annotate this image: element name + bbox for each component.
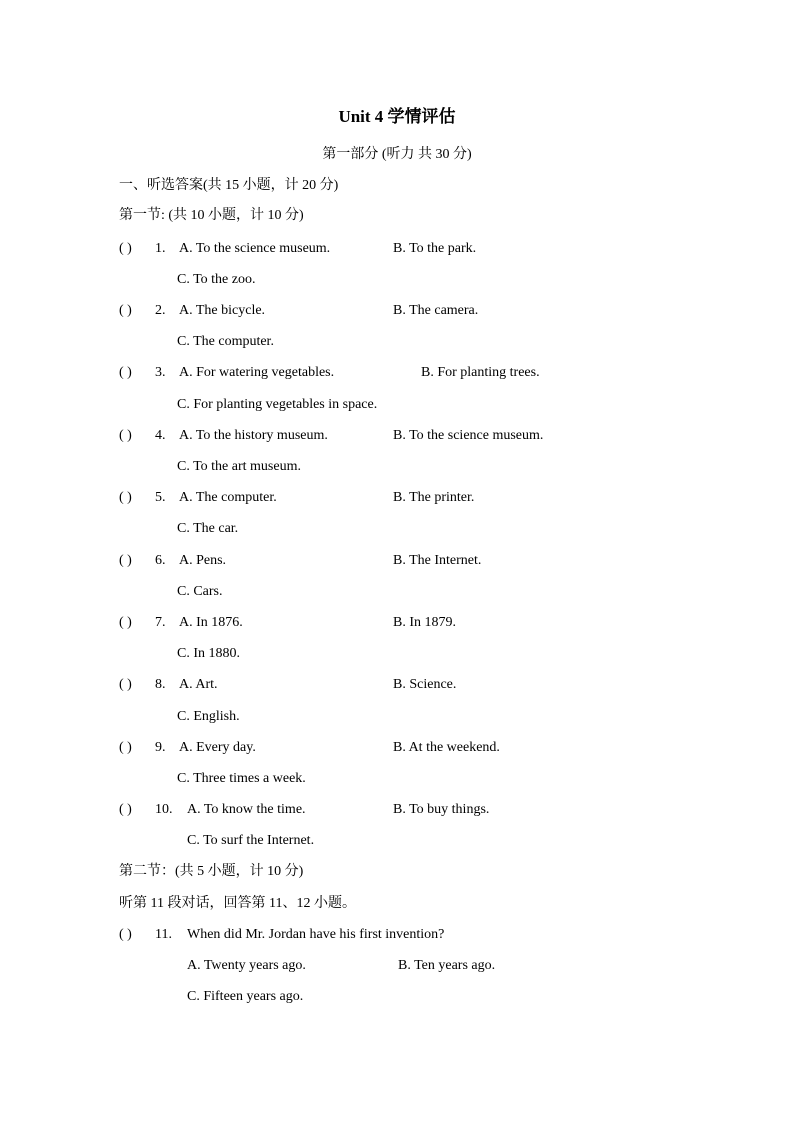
answer-blank[interactable]: ( ) bbox=[119, 553, 132, 568]
answer-blank[interactable]: ( ) bbox=[119, 303, 132, 318]
option-c: C. The computer. bbox=[177, 334, 274, 349]
option-a: A. To know the time. bbox=[187, 802, 306, 817]
question-11 bbox=[0, 926, 794, 1016]
option-a: A. For watering vegetables. bbox=[179, 365, 335, 380]
answer-blank[interactable]: ( ) bbox=[119, 428, 132, 443]
question-1 bbox=[0, 240, 794, 302]
question-number: 8. bbox=[155, 677, 166, 692]
option-b: B. For planting trees. bbox=[421, 365, 540, 380]
answer-blank[interactable]: ( ) bbox=[119, 365, 132, 380]
answer-blank[interactable]: ( ) bbox=[119, 677, 132, 692]
question-number: 2. bbox=[155, 303, 166, 318]
answer-blank[interactable]: ( ) bbox=[119, 927, 132, 942]
option-a: A. To the history museum. bbox=[179, 428, 328, 443]
question-8 bbox=[0, 676, 794, 738]
option-a: A. To the science museum. bbox=[179, 241, 331, 256]
question-9 bbox=[0, 739, 794, 801]
section1-heading: 第一节: (共 10 小题，计 10 分) bbox=[119, 208, 304, 223]
option-a: A. Every day. bbox=[179, 740, 256, 755]
option-a: A. Art. bbox=[179, 677, 218, 692]
option-b: B. The camera. bbox=[393, 303, 479, 318]
option-a: A. The bicycle. bbox=[179, 303, 266, 318]
option-b: B. The printer. bbox=[393, 490, 475, 505]
option-c: C. To the art museum. bbox=[177, 459, 301, 474]
answer-blank[interactable]: ( ) bbox=[119, 490, 132, 505]
option-c: C. Fifteen years ago. bbox=[187, 989, 304, 1004]
option-b: B. At the weekend. bbox=[393, 740, 500, 755]
question-number: 6. bbox=[155, 553, 166, 568]
answer-blank[interactable]: ( ) bbox=[119, 241, 132, 256]
option-b: B. To buy things. bbox=[393, 802, 490, 817]
question-number: 3. bbox=[155, 365, 166, 380]
part1-heading: 一、听选答案(共 15 小题，计 20 分) bbox=[119, 178, 339, 193]
option-b: B. The Internet. bbox=[393, 553, 482, 568]
question-10 bbox=[0, 801, 794, 863]
question-number: 7. bbox=[155, 615, 166, 630]
option-a: A. Pens. bbox=[179, 553, 227, 568]
option-c: C. To the zoo. bbox=[177, 272, 256, 287]
option-a: A. Twenty years ago. bbox=[187, 958, 306, 973]
option-b: B. To the park. bbox=[393, 241, 477, 256]
question-4 bbox=[0, 427, 794, 489]
section2-heading: 第二节：(共 5 小题，计 10 分) bbox=[119, 864, 304, 879]
answer-blank[interactable]: ( ) bbox=[119, 740, 132, 755]
question-number: 4. bbox=[155, 428, 166, 443]
question-number: 11. bbox=[155, 927, 172, 942]
option-c: C. For planting vegetables in space. bbox=[177, 397, 378, 412]
option-b: B. Science. bbox=[393, 677, 457, 692]
option-b: B. To the science museum. bbox=[393, 428, 544, 443]
answer-blank[interactable]: ( ) bbox=[119, 802, 132, 817]
question-2 bbox=[0, 302, 794, 364]
page-title: Unit 4 学情评估 bbox=[338, 107, 456, 126]
option-c: C. Three times a week. bbox=[177, 771, 306, 786]
option-c: C. The car. bbox=[177, 521, 239, 536]
question-number: 1. bbox=[155, 241, 166, 256]
question-7 bbox=[0, 614, 794, 676]
question-5 bbox=[0, 489, 794, 551]
question-stem: When did Mr. Jordan have his first invention? bbox=[187, 927, 445, 942]
option-c: C. To surf the Internet. bbox=[187, 833, 315, 848]
answer-blank[interactable]: ( ) bbox=[119, 615, 132, 630]
option-c: C. Cars. bbox=[177, 584, 223, 599]
part-subtitle: 第一部分 (听力 共 30 分) bbox=[322, 147, 472, 162]
option-b: B. In 1879. bbox=[393, 615, 456, 630]
option-c: C. English. bbox=[177, 709, 240, 724]
option-c: C. In 1880. bbox=[177, 646, 240, 661]
question-6 bbox=[0, 552, 794, 614]
question-number: 10. bbox=[155, 802, 173, 817]
option-a: A. In 1876. bbox=[179, 615, 243, 630]
question-number: 5. bbox=[155, 490, 166, 505]
option-b: B. Ten years ago. bbox=[398, 958, 496, 973]
question-3 bbox=[0, 364, 794, 426]
question-number: 9. bbox=[155, 740, 166, 755]
option-a: A. The computer. bbox=[179, 490, 277, 505]
dialogue-instruction: 听第 11 段对话，回答第 11、12 小题。 bbox=[119, 896, 356, 911]
